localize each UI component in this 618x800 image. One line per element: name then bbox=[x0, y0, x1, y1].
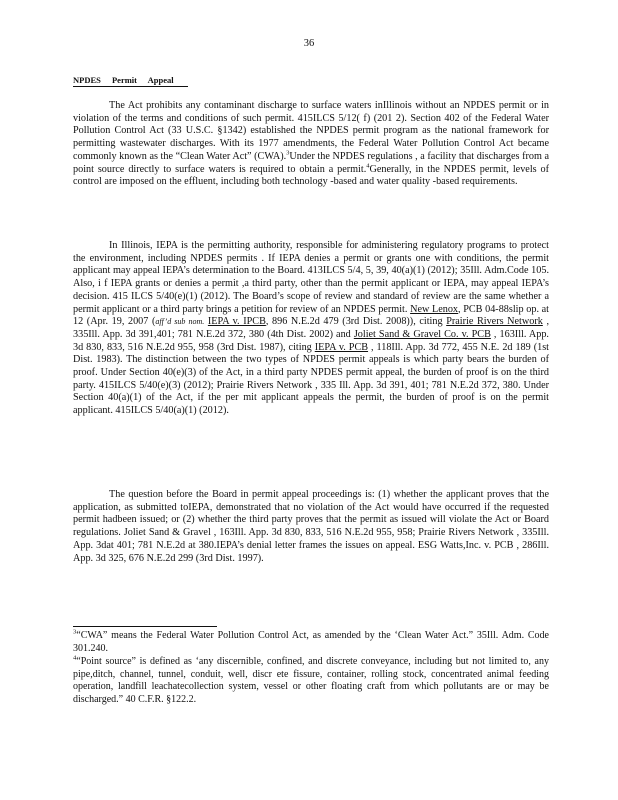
paragraph-1 bbox=[73, 100, 549, 189]
paragraph-1-text-a: The Act prohibits any contaminant discharge to surface waters inIllinois without an NPDES permit or in violation of the terms and conditions of such permit. 415ILCS 5/12( f) (201 2). Section 402 of the Federal Water Pollution Control Act (33 U.S.C. §1342) established the NPDES permit program as the national framework for permitting wastewater discharges. With its 1977 amendments, the Federal Water Pollution Control Act became commonly known as the “Clean Water Act” (CWA). bbox=[73, 100, 549, 162]
footnote-3-marker: 3 bbox=[73, 628, 77, 636]
page-number: 36 bbox=[303, 38, 315, 49]
paragraph-2-text-e: , 335Ill. App. 3d 391,401; 781 N.E.2d 372, 380 (4th Dist. 2002) and bbox=[73, 316, 549, 340]
paragraph-3 bbox=[73, 489, 549, 565]
case-citation-prairie-rivers: Prairie Rivers Network bbox=[446, 316, 543, 328]
paragraph-2-text-g: , 118Ill. App. 3d 772, 455 N.E. 2d 189 (1st Dist. 1983). The distinction between the two types of NPDES permit appeals is which party bears the burden of proof. Under Section 40(e)(3) of the Act, in a third party NPDES permit appeal, the burden of proof is on the third party. 415ILCS 5/40(e)(3) (2012); Prairie Rivers Network , 335 Ill. App. 3d 391, 401; 781 N.E.2d 372, 380. Under Section 40(a)(1) of the Act, if the per mit applicant appeals the permit, the burden of proof is on the permit applicant. 415ILCS 5/40(a)(1) (2012). bbox=[73, 341, 549, 417]
footnote-3 bbox=[73, 630, 549, 655]
section-heading: NPDES Permit Appeal bbox=[73, 75, 188, 87]
affd-sub-nom: aff’d sub nom. bbox=[155, 317, 205, 327]
footnote-ref-4: 4 bbox=[366, 162, 370, 170]
case-citation-iepa-v-ipcb: IEPA v. IPCB bbox=[207, 316, 266, 328]
case-citation-joliet-sand: Joliet Sand & Gravel Co. v. PCB bbox=[353, 328, 491, 340]
footnote-3-text: “CWA” means the Federal Water Pollution Control Act, as amended by the ‘Clean Water Act.” 35Ill. Adm. Code 301.240. bbox=[73, 630, 549, 654]
case-citation-new-lenox: New Lenox bbox=[410, 303, 459, 315]
footnote-4-marker: 4 bbox=[73, 654, 77, 662]
paragraph-2-text-f: , 163Ill. App. 3d 830, 833, 516 N.E.2d 955, 958 (3rd Dist. 1987), citing bbox=[73, 328, 549, 353]
paragraph-2-text-d: , 896 N.E.2d 479 (3rd Dist. 2008)), citing bbox=[265, 316, 447, 328]
paragraph-2-text-b: , PCB 04-88slip op. at 12 (Apr. 19, 2007 ( bbox=[73, 303, 549, 328]
footnote-divider bbox=[73, 626, 217, 627]
paragraph-1-text-b: Under the NPDES regulations , a facility that discharges from a point source directly to surface waters is required to obtain a permit. bbox=[73, 150, 550, 175]
footnote-4-text: “Point source” is defined as ‘any discernible, confined, and discrete conveyance, including but not limited to, any pipe,ditch, channel, tunnel, conduit, well, discr ete fissure, container, rolling stock, concentrated animal feeding operation, landfill leachatecollection system, vessel or other floating craft from which pollutants are or may be discharged.” 40 C.F.R. §122.2. bbox=[73, 656, 549, 705]
case-citation-iepa-v-pcb: IEPA v. PCB bbox=[314, 341, 369, 353]
paragraph-1-text-c: Generally, in the NPDES permit, levels of control are imposed on the effluent, including both technology -based and water quality -based requirements. bbox=[73, 163, 549, 188]
paragraph-2 bbox=[73, 240, 549, 418]
paragraph-2-text-a: In Illinois, IEPA is the permitting authority, responsible for administering regulatory programs to protect the environment, including NPDES permits . If IEPA denies a permit or grants one with conditions, the permit applicant may appeal IEPA’s determination to the Board. 413ILCS 5/4, 5, 39, 40(a)(1) (2012); 35Ill. Adm.Code 105. Also, i f IEPA grants or denies a permit ,a third party, other than the permit applicant or IEPA, may appeal IEPA’s decision. 415 ILCS 5/40(e)(1) (2012). The Board’s scope of review and standard of review are the same whether a permit applicant or a third party brings a petition for review of an NPDES permit. bbox=[73, 240, 549, 315]
paragraph-3-text: The question before the Board in permit appeal proceedings is: (1) whether the applicant proves that the application, as submitted toIEPA, demonstrated that no violation of the Act would have occurred if the requested permit hadbeen issued; or (2) whether the third party proves that the permit as issued will violate the Act or Board regulations. Joliet Sand & Gravel , 163Ill. App. 3d 830, 833, 516 N.E.2d 955, 958; Prairie Rivers Network , 335Ill. App. 3dat 401; 781 N.E.2d at 380.IEPA’s denial letter frames the issues on appeal. ESG Watts,Inc. v. PCB , 286Ill. App. 3d 325, 676 N.E.2d 299 (3rd Dist. 1997). bbox=[73, 489, 549, 564]
footnote-4 bbox=[73, 656, 549, 706]
footnote-ref-3: 3 bbox=[286, 149, 290, 157]
